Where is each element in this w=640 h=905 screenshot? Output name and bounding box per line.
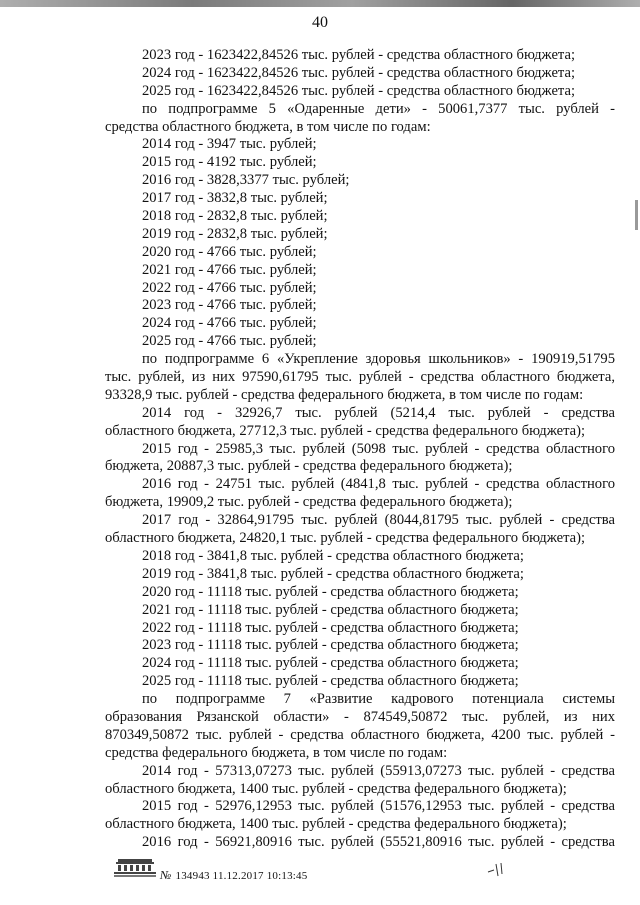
text-line: 2023 год - 4766 тыс. рублей;	[142, 297, 317, 314]
scan-edge-mark	[635, 200, 638, 230]
text-line: 2015 год - 52976,12953 тыс. рублей (51576,12953 тыс. рублей - средства	[142, 798, 615, 815]
text-line: 2014 год - 32926,7 тыс. рублей (5214,4 тыс. рублей - средства	[142, 404, 615, 421]
signature-mark-icon	[486, 860, 516, 880]
text-line: 2016 год - 3828,3377 тыс. рублей;	[142, 172, 350, 189]
text-line: 2021 год - 11118 тыс. рублей - средства областного бюджета;	[142, 601, 519, 618]
document-body	[105, 47, 615, 852]
text-line: образования Рязанской области» - 874549,50872 тыс. рублей, из них	[105, 708, 615, 725]
text-line: средства областного бюджета, в том числе по годам:	[105, 118, 431, 135]
text-line: 93328,9 тыс. рублей - средства федерального бюджета, в том числе по годам:	[105, 386, 584, 403]
text-line: 2014 год - 3947 тыс. рублей;	[142, 136, 317, 153]
text-line: 870349,50872 тыс. рублей - средства областного бюджета, 4200 тыс. рублей -	[105, 726, 615, 743]
text-line: 2024 год - 1623422,84526 тыс. рублей - средства областного бюджета;	[142, 64, 576, 81]
text-line: по подпрограмме 6 «Укрепление здоровья школьников» - 190919,51795	[142, 351, 615, 368]
text-line: 2016 год - 56921,80916 тыс. рублей (55521,80916 тыс. рублей - средства	[142, 834, 615, 851]
text-line: по подпрограмме 5 «Одаренные дети» - 50061,7377 тыс. рублей -	[142, 100, 615, 117]
text-line: 2021 год - 4766 тыс. рублей;	[142, 261, 317, 278]
text-line: 2025 год - 1623422,84526 тыс. рублей - средства областного бюджета;	[142, 82, 576, 99]
text-line: 2024 год - 4766 тыс. рублей;	[142, 315, 317, 332]
text-line: областного бюджета, 27712,3 тыс. рублей - средства федерального бюджета);	[105, 422, 586, 439]
text-line: 2015 год - 4192 тыс. рублей;	[142, 154, 317, 171]
text-line: 2025 год - 4766 тыс. рублей;	[142, 333, 317, 350]
text-line: 2018 год - 2832,8 тыс. рублей;	[142, 208, 328, 225]
text-line: 2014 год - 57313,07273 тыс. рублей (55913,07273 тыс. рублей - средства	[142, 762, 615, 779]
building-stamp-icon	[112, 857, 158, 879]
text-line: 2017 год - 32864,91795 тыс. рублей (8044,81795 тыс. рублей - средства	[142, 512, 615, 529]
page-number: 40	[312, 14, 328, 31]
text-line: бюджета, 20887,3 тыс. рублей - средства федерального бюджета);	[105, 458, 513, 475]
text-line: 2025 год - 11118 тыс. рублей - средства областного бюджета;	[142, 673, 519, 690]
text-line: бюджета, 19909,2 тыс. рублей - средства федерального бюджета);	[105, 494, 513, 511]
document-id-timestamp: 134943 11.12.2017 10:13:45	[175, 870, 308, 882]
scan-top-edge	[0, 0, 640, 7]
text-line: 2020 год - 4766 тыс. рублей;	[142, 243, 317, 260]
text-line: 2023 год - 1623422,84526 тыс. рублей - средства областного бюджета;	[142, 47, 576, 63]
text-line: 2020 год - 11118 тыс. рублей - средства областного бюджета;	[142, 583, 519, 600]
text-line: по подпрограмме 7 «Развитие кадрового потенциала системы	[142, 691, 615, 708]
text-line: областного бюджета, 1400 тыс. рублей - средства федерального бюджета);	[105, 780, 567, 797]
text-line: 2022 год - 11118 тыс. рублей - средства областного бюджета;	[142, 619, 519, 636]
number-sign: №	[160, 868, 172, 882]
text-line: 2017 год - 3832,8 тыс. рублей;	[142, 190, 328, 207]
text-line: 2018 год - 3841,8 тыс. рублей - средства областного бюджета;	[142, 547, 524, 564]
text-line: средства федерального бюджета, в том числе по годам:	[105, 744, 448, 761]
document-footer	[160, 868, 307, 883]
text-line: 2019 год - 2832,8 тыс. рублей;	[142, 225, 328, 242]
text-line: 2015 год - 25985,3 тыс. рублей (5098 тыс. рублей - средства областного	[142, 440, 615, 457]
text-line: 2024 год - 11118 тыс. рублей - средства областного бюджета;	[142, 655, 519, 672]
text-line: областного бюджета, 24820,1 тыс. рублей - средства федерального бюджета);	[105, 530, 586, 547]
text-line: областного бюджета, 1400 тыс. рублей - средства федерального бюджета);	[105, 816, 567, 833]
text-line: тыс. рублей, из них 97590,61795 тыс. рублей - средства областного бюджета,	[105, 369, 615, 386]
text-line: 2022 год - 4766 тыс. рублей;	[142, 279, 317, 296]
text-line: 2016 год - 24751 тыс. рублей (4841,8 тыс. рублей - средства областного	[142, 476, 615, 493]
text-line: 2023 год - 11118 тыс. рублей - средства областного бюджета;	[142, 637, 519, 654]
text-line: 2019 год - 3841,8 тыс. рублей - средства областного бюджета;	[142, 565, 524, 582]
